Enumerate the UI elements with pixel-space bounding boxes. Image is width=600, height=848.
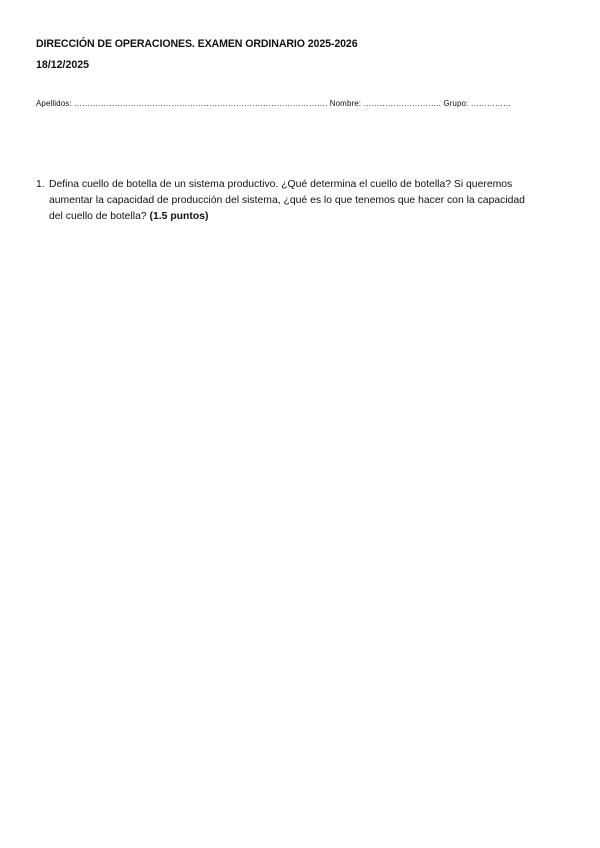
exam-date: 18/12/2025 <box>36 59 90 71</box>
question-line: Defina cuello de botella de un sistema productivo. ¿Qué determina el cuello de botella? Si queremos <box>49 179 513 190</box>
question-line: aumentar la capacidad de producción del sistema, ¿qué es lo que tenemos que hacer con la capacidad <box>49 195 525 207</box>
question-1 <box>36 177 556 226</box>
question-line-last <box>49 209 556 225</box>
question-number: 1. <box>36 179 45 190</box>
exam-title: DIRECCIÓN DE OPERACIONES. EXAMEN ORDINARIO 2025-2026 <box>36 38 358 50</box>
question-line: del cuello de botella? <box>49 211 147 223</box>
question-text <box>49 177 556 226</box>
question-points: (1.5 puntos) <box>149 211 209 223</box>
student-info-line: Apellidos: …………………………………………………………………………………. Nombre: ……………………….. Grupo: …………… <box>36 99 512 108</box>
